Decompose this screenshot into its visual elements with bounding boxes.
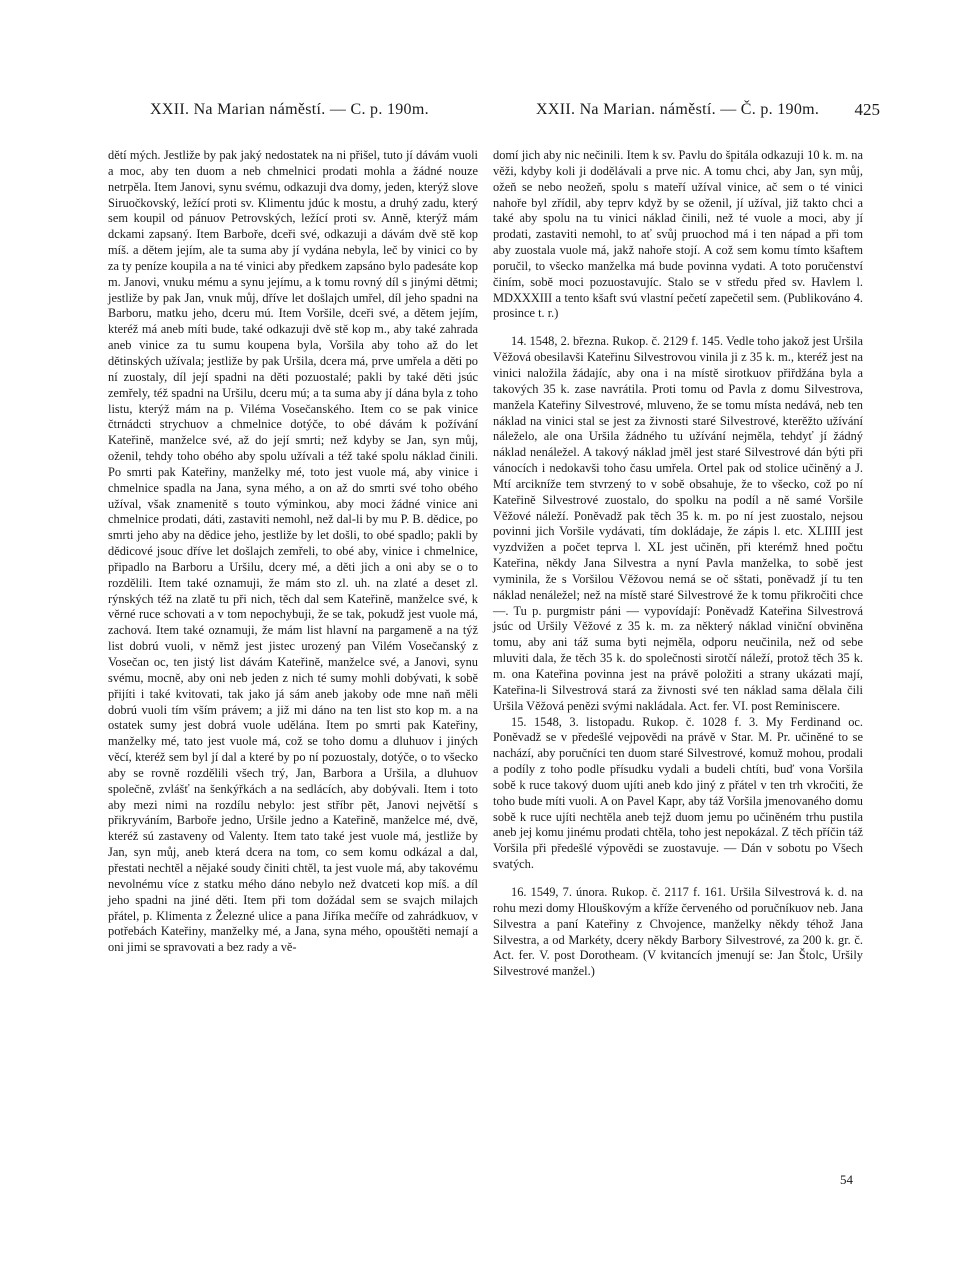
paragraph: dětí mých. Jestliže by pak jaký nedostatek na ni přišel, tuto jí dávám vuoli a moc, aby ten duom a neb chmelnici prodati mohla a žádné nouze netrpěla. Item Janovi, synu svému, odkazuji dva domy, jeden, kterýž slove Siruočkovský, ležící proti sv. Klimentu jdúc k mostu, a druhý zadu, který sem koupil od pánuov Petrovských, ležící proti sv. Anně, kterýž mám dckami zapsaný. Item Barboře, dceři své, odkazuji a dávám dvě stě kop míš. a dětem jejím, ale ta suma aby jí vydána nebyla, leč by vinici co by za ty peníze koupila a na té vinici aby předkem zapsáno bylo padesáte kop m. Janovi, vnuku mému a synu jejímu, a k tomu rovný díl s jinými dětmi; jestliže by pak Jan, vnuk můj, dříve let došlajch umřel, díl jeho spadni na Barboru, matku jeho, dceru mú. Item Voršile, dceři své, a dětem jejím, kteréž má aneb míti bude, také odkazuji dvě stě kop m., aby také zahrada aneb vinice za tu sumu koupena byla, Voršila aby toho až do let dětinských užívala; jestliže by pak Uršila, dcera má, prve umřela a děti po ní zuostaly, díl její spadni na děti pozuostalé; pakli by také děti jsúc zemřely, též spadni na Uršilu, dceru mú; a ta suma aby jí dána byla z toho listu, kterýž mám na p. Viléma Vosečanského. Item co se pak vinice čtrnádcti strychuov a chmelnice dotýče, to obé dávám k požívání Kateřině, manželce své, až do její smrti; než kdyby se Jan, syn můj, oženil, tehdy toho obého aby spolu užívali a též také spolu náklad činili. Po smrti pak Kateřiny, manželky mé, toto jest vuole má, aby vinice i chmelnice spadla na Jana, syna mého, a on až do smrti své toho obého užíval, však znamenitě s touto výminkou, aby moci žádné vinice ani chmelnice prodati, dáti, zastaviti nemohl, než dal-li by mu P. B. dědice, po smrti jeho aby na dědice jeho, jestliže by let došli, to obé spadlo; pakli by dědicové jsouc dříve let došlajch zemřeli, to obé aby, vinice i chmelnice, připadlo na Barboru a Uršilu, dcery mé, a děti jich a oni aby se o to rozdělili. Item také oznamuji, že mám sto zl. uh. na zlaté a deset zl. rýnských též na zlatě tu při nich, těch dal sem Kateřině, manželce své, k věrné ruce schovati a v tom nepochybuji, že se tak, pokudž jest vuole má, zachová. Item také oznamuji, že mám list hlavní na pargameně a na týž list dobrú vuoli, v němž jest jistec urozený pan Vilém Vosečanský z Vosečan oc, ten jistý list dávám Kateřině, manželce své, a Janovi, synu svému, mocně, aby oni neb jeden z nich té sumy mohli dobývati, k sobě přijíti i také kvitovati, tak jako já sám aneb jakoby ode mne naň měli dobrú vuoli tím vším právem; a již mi dáno na ten list sto kop m. a na ostatek sumy jest dobrá vuole udělána. Item po smrti pak Kateřiny, manželky mé, tato jest vuole má, což se toho domu a dluhuov i jiných věcí, kteréž sem byl jí dal a které by po ní pozuostaly, dotýče, o to všecko aby se rovně rozdělili všech trý, Jan, Barbora a Uršila, a dluhuov společně, zvlášť na šenkýřkách a na sedlácích, aby dobývali. Item i toto aby mezi nimi na rozdílu nebylo: jest stříbr pět, Janovi největší s přikryváním, Barboře jedno, Uršile jedno a Kateřině, manželce mé, dvě, kteréž sú zastaveny od Valenty. Item tato také jest vuole má, jestliže by Jan, syn můj, aneb která dcera na tom, co sem komu odkázal a dal, přestati nechtěl a nějaké soudy činiti chtěl, ta jest vuole má, aby takovému nevolnému více z statku mého dáno nebylo než dvatceti kop míš. a díl jeho spadni na jiné děti. Item při tom dožádal sem se svajch milajch přátel, p. Klimenta z Železné ulice a pana Jiříka mečíře od zahrádkuov, v potřebách Kateřiny, manželky mé, a Jana, syna mého, opouštěti nemají a oni jimi se spravovati a bez rady a vě- [108,148,478,955]
paragraph: domí jich aby nic nečinili. Item k sv. Pavlu do špitála odkazuji 10 k. m. na věži, kdyby koli ji dodělávali a prve nic. A tomu chci, aby Jan, syn můj, ožeň se nebo neožeň, spolu s mateří užíval vinice, ač sem o té vinici nahoře byl zřídil, aby teprv když by se oženil, jí užíval, již takto chci a také aby spolu na tu vinici náklad činili, než té vuole a moci, aby jí prodati, zastaviti nemohl, to ať svůj pruochod má i ten nápad a při tom aby zuostala vuole má, jakž nahoře stojí. A což sem komu tímto kšaftem poručil, to všecko manželka má bude povinna vydati. A toto poručenství činím, sobě moci pozuostavujíc. Stalo se v středu před sv. Havlem l. MDXXXIII a tento kšaft svú vlastní pečetí zapečetil sem. (Publikováno 4. prosince t. r.) [493,148,863,321]
entry-14: 14. 1548, 2. března. Rukop. č. 2129 f. 145. Vedle toho jakož jest Uršila Věžová obesilavši Kateřinu Silvestrovou vinila ji z 35 k. m., kteréž jest na vinici naložila žádajíc, aby ona i na místě sirotkuov přiřdžána byla a takových 35 k. zase navrátila. Proti tomu od Pavla z domu Silvestrova, manžela Kateřiny Silvestrové, mluveno, že se tomu místa nedává, neb ten náklad na vinici stal se jest za živnosti staré Silvestrové, kterěžto užívání náleželo, ale ona Uršila žádného tu užívání nejměla, tehdyť jí žádný náklad nenáležel. A takový náklad jměl jest staré Silvestrové dán býti při vánocích i nedokavši toho času umřela. Ortel pak od stolice učiněný a J. Mtí arcikníže tem stvrzený to v sobě obsahuje, že to všecko, což po ní Kateřině Silvestrové zuostalo, do spolku na podíl a ně samé Voršile Věžové náleží. Poněvadž pak těch 35 k. m. po ní jest zuostalo, nejsou povinni jich Voršile vydávati, tím dokládaje, že zápis l. etc. XLIIII jest vyzdvižen a počet teprva l. XL jest učiněn, při kterémž hned počtu Kateřina, někdy Jana Silvestra a nyní Pavla manželka, to sobě jest vyminila, že s Voršilou Věžovou nemá se oč sštati, poněvadž jí tu ten náklad nenáležel; než na místě staré Silvestrové že k tomu přikročiti chce —. Tu p. purgmistr páni — vypovídají: Poněvadž Kateřina Silvestrová jsúc od Uršily Věžové z 35 k. m. za některý náklad viniční obviněna tomu, aby ani táž suma byti nejměla, odporu neučinila, než od sebe mluviti dala, že těch 35 k. do společnosti sirotčí náleží, protož těch 35 k. m. ona Kateřina povinna jest na právě položiti a strany ukázati mají, Kateřina-li Silvestrová stará za živnosti své ten náklad sama dělala čili Uršila Věžová penězi svými nakládala. Act. fer. VI. post Reminiscere. [493,334,863,713]
left-column [108,148,478,956]
header-right: XXII. Na Marian. náměstí. — Č. p. 190m. [536,101,820,118]
entry-16: 16. 1549, 7. února. Rukop. č. 2117 f. 161. Uršila Silvestrová k. d. na rohu mezi domy Hlouškovým a kříže červeného od poručníkuov neb. Jana Silvestra a paní Kateřiny z Chvojence, manželky někdy téhož Jana Silvestra, a od Markéty, dcery někdy Barbory Silvestrové, za 200 k. gr. č. Act. fer. V. post Dorotheam. (V kvitancích jmenují se: Jan Štolc, Uršily Silvestrové manžel.) [493,884,863,979]
signature-mark: 54 [840,1172,853,1187]
entry-15: 15. 1548, 3. listopadu. Rukop. č. 1028 f. 3. My Ferdinand oc. Poněvadž se v předešlé vejpovědi na právě v Star. M. Pr. učiněné to se nachází, aby poručníci ten duom staré Silvestrové, komuž mohou, prodali a podíly z toho podle přísudku vydali a budeli chtíti, buď vona Voršila sobě k ruce takový duom ujíti aneb kdo jiný z přátel v ten trh vkročiti, že toho bude míti vuoli. A on Pavel Kapr, aby táž Voršila jmenovaného domu sobě k ruce ujíti nechtěla aneb tejž duom jemu po učiněném trhu pustila aneb jej komu jinému prodati chtěla, toho jest nepokázal. Z těch příčin táž Voršila při předešlé výpovědi se zuostavuje. — Dán v sobotu po Všech svatých. [493,714,863,872]
page-number: 425 [854,100,880,119]
running-header [90,98,880,122]
right-column [493,148,863,980]
header-left: XXII. Na Marian náměstí. — C. p. 190m. [150,101,429,118]
